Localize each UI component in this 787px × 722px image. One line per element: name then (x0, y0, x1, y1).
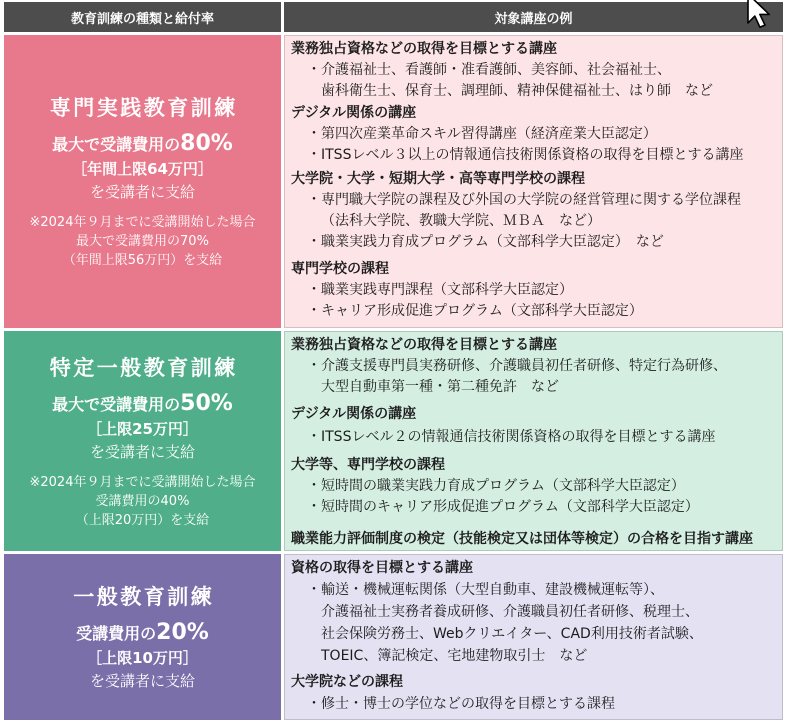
transition-note-line: （上限20万円）を支給 (75, 512, 210, 528)
course-group (291, 672, 778, 715)
benefit-rate (52, 392, 233, 417)
training-name: 一般教育訓練 (73, 585, 215, 609)
training-name: 専門実践教育訓練 (49, 96, 238, 120)
course-group (291, 404, 778, 448)
transition-note-line: 受講費用の40% (95, 493, 190, 509)
benefit-cap: ［上限10万円］ (87, 649, 198, 667)
course-item: ・ITSSレベル３以上の情報通信技術関係資格の取得を目標とする講座 (307, 147, 744, 163)
benefit-rate-prefix: 受講費用の (76, 624, 157, 643)
course-item: ・第四次産業革命スキル習得講座（経済産業大臣認定） (307, 126, 657, 142)
benefit-cap: ［年間上限64万円］ (72, 160, 213, 178)
benefit-rate-prefix: 最大で受講費用の (52, 135, 181, 154)
course-group-heading: 大学等、専門学校の課程 (291, 457, 445, 473)
transition-note-line: 最大で受講費用の70% (76, 234, 209, 249)
mouse-pointer-icon (742, 0, 778, 32)
course-group-heading: 大学院などの課程 (291, 674, 403, 690)
transition-note-line: ※2024年９月までに受講開始した場合 (29, 215, 256, 230)
course-item-continuation: TOEIC、簿記検定、宅地建物取引士 など (321, 648, 588, 664)
transition-note (30, 213, 256, 270)
course-item-continuation: 大型自動車第一種・第二種免許 など (321, 379, 559, 395)
course-item-continuation: 歯科衛生士、保育士、調理師、精神保健福祉士、はり師 など (321, 83, 713, 99)
course-item-continuation: 社会保険労務士、Webクリエイター、CAD利用技術者試験、 (321, 626, 703, 642)
course-item: ・キャリア形成促進プログラム（文部科学大臣認定） (307, 303, 643, 319)
course-group-heading: デジタル関係の講座 (291, 105, 417, 121)
training-type-cell-senmon-jissen (4, 35, 281, 328)
course-item: ・ITSSレベル２の情報通信技術関係資格の取得を目標とする講座 (307, 429, 716, 445)
course-examples-cell-tokutei-ippan (284, 331, 783, 551)
course-item: ・介護福祉士、看護師・准看護師、美容師、社会福祉士、 (307, 62, 671, 78)
benefit-rate (76, 621, 209, 646)
training-type-cell-tokutei-ippan (4, 331, 281, 551)
training-type-cell-ippan (4, 554, 281, 720)
transition-note-line: ※2024年９月までに受講開始した場合 (29, 474, 256, 490)
course-group (291, 103, 778, 166)
training-name: 特定一般教育訓練 (49, 355, 238, 380)
benefit-rate (52, 132, 233, 157)
course-group (291, 335, 778, 398)
benefit-payment-text: を受講者に支給 (89, 183, 195, 201)
benefit-rate-value: 50% (180, 390, 233, 416)
benefit-payment-text: を受講者に支給 (89, 442, 195, 461)
course-item: ・短時間の職業実践力育成プログラム（文部科学大臣認定） (307, 478, 685, 494)
course-item: ・職業実践専門課程（文部科学大臣認定） (307, 282, 573, 298)
transition-note-line: （年間上限56万円）を支給 (62, 253, 223, 268)
course-group-heading: 職業能力評価制度の検定（技能検定又は団体等検定）の合格を目指す講座 (291, 531, 753, 547)
course-group-heading: デジタル関係の講座 (291, 406, 417, 422)
course-group (291, 529, 778, 550)
course-item: ・修士・博士の学位などの取得を目標とする課程 (307, 696, 615, 712)
training-benefit-table (4, 2, 783, 720)
benefit-rate-value: 80% (180, 131, 233, 156)
course-item: ・介護支援専門員実務研修、介護職員初任者研修、特定行為研修、 (307, 358, 727, 374)
course-examples-cell-senmon-jissen (284, 35, 783, 328)
course-group-heading: 大学院・大学・短期大学・高等専門学校の課程 (291, 171, 585, 187)
course-item: ・専門職大学院の課程及び外国の大学院の経営管理に関する学位課程 (307, 192, 741, 208)
benefit-cap: ［上限25万円］ (87, 419, 198, 438)
course-item: ・輸送・機械運転関係（大型自動車、建設機械運転等）、 (307, 582, 664, 598)
course-group-heading: 業務独占資格などの取得を目標とする講座 (291, 337, 557, 353)
course-group (291, 259, 778, 322)
course-item: ・職業実践力育成プログラム（文部科学大臣認定） など (307, 234, 664, 250)
benefit-rate-prefix: 最大で受講費用の (52, 394, 181, 414)
course-group-heading: 専門学校の課程 (291, 261, 389, 277)
course-examples-cell-ippan (284, 554, 783, 720)
benefit-payment-text: を受講者に支給 (89, 672, 195, 690)
course-group (291, 39, 778, 102)
course-item-continuation: （法科大学院、教職大学院、ＭＢＡ など） (321, 213, 601, 229)
course-item-continuation: 介護福祉士実務者養成研修、介護職員初任者研修、税理士、 (321, 604, 699, 620)
course-group (291, 169, 778, 253)
benefit-rate-value: 20% (156, 620, 209, 645)
header-type-and-rate: 教育訓練の種類と給付率 (4, 2, 281, 32)
course-group (291, 455, 778, 518)
course-group-heading: 資格の取得を目標とする講座 (291, 560, 473, 576)
transition-note (30, 473, 256, 530)
header-course-examples: 対象講座の例 (284, 2, 783, 32)
course-item: ・短時間のキャリア形成促進プログラム（文部科学大臣認定） (307, 499, 699, 515)
course-group-heading: 業務独占資格などの取得を目標とする講座 (291, 41, 557, 57)
course-group (291, 558, 778, 667)
